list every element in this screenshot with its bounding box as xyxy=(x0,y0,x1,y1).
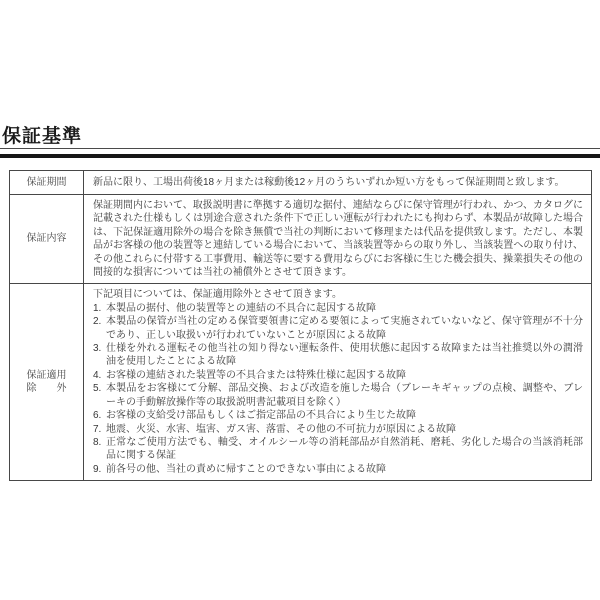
list-item-text: 本製品の保管が当社の定める保管要領書に定める要領によって実施されていないなど、保守管理が不十分であり、正しい取扱いが行われていないことが原因による故障 xyxy=(106,316,583,341)
list-item-text: 前各号の他、当社の責めに帰すことのできない事由による故障 xyxy=(106,463,386,475)
table-row-warranty-coverage xyxy=(10,195,592,284)
list-item xyxy=(93,302,583,315)
heading-rule-thin xyxy=(0,148,600,149)
list-item xyxy=(93,436,583,463)
list-item-number: 1. xyxy=(93,302,102,314)
page-title: 保証基準 xyxy=(2,126,83,147)
list-item-number: 4. xyxy=(93,369,102,381)
list-item-text: お客様の支給受け部品もしくはご指定部品の不具合により生じた故障 xyxy=(106,410,416,422)
list-item-text: 地震、火災、水害、塩害、ガス害、落雷、その他の不可抗力が原因による故障 xyxy=(106,423,456,435)
list-item xyxy=(93,409,583,422)
warranty-coverage-content: 保証期間内において、取扱説明書に準拠する適切な据付、連結ならびに保守管理が行われ、かつ、カタログに記載された仕様もしくは別途合意された条件下で正しい運転が行われたにも拘わらず、本製品が故障した場合は、下記保証適用除外の場合を除き無償で当社の判断において修理または代品を提供致します。ただし、本製品がお客様の他の装置等と連結している場合において、当該装置等からの取り外し、当該装置への取り付け、その他これらに付帯する工事費用、輸送等に要する費用ならびにお客様に生じた機会損失、操業損失その他の間接的な損害については当社の補償外とさせて頂きます。 xyxy=(84,195,592,284)
warranty-period-label: 保証期間 xyxy=(10,171,84,195)
list-item-number: 2. xyxy=(93,316,102,328)
list-item-text: 本製品の据付、他の装置等との連結の不具合に起因する故障 xyxy=(106,302,376,314)
list-item-number: 6. xyxy=(93,410,102,422)
exclusions-intro: 下記項目については、保証適用除外とさせて頂きます。 xyxy=(93,289,342,301)
warranty-coverage-label: 保証内容 xyxy=(10,195,84,284)
warranty-exclusions-label-line1: 保証適用 xyxy=(26,369,67,381)
list-item-number: 7. xyxy=(93,423,102,435)
list-item-number: 8. xyxy=(93,436,102,448)
list-item xyxy=(93,342,583,369)
warranty-period-content: 新品に限り、工場出荷後18ヶ月または稼動後12ヶ月のうちいずれか短い方をもって保証期間と致します。 xyxy=(84,171,592,195)
heading-rule-thick xyxy=(0,154,600,158)
table-row-warranty-exclusions xyxy=(10,284,592,481)
warranty-exclusions-content xyxy=(84,284,592,481)
list-item xyxy=(93,315,583,342)
list-item xyxy=(93,463,583,476)
warranty-table xyxy=(9,170,592,481)
list-item-text: お客様の連結された装置等の不具合または特殊仕様に起因する故障 xyxy=(106,369,406,381)
list-item xyxy=(93,369,583,382)
table-row-warranty-period xyxy=(10,171,592,195)
warranty-exclusions-label-line2: 除外 xyxy=(26,383,67,395)
list-item-text: 正常なご使用方法でも、軸受、オイルシール等の消耗部品が自然消耗、磨耗、劣化した場合の当該消耗部品に関する保証 xyxy=(106,436,583,462)
list-item-number: 9. xyxy=(93,463,102,475)
list-item-text: 本製品をお客様にて分解、部品交換、および改造を施した場合（ブレーキギャップの点検、調整や、ブレーキの手動解放操作等の取扱説明書記載項目を除く） xyxy=(106,383,583,408)
list-item-number: 3. xyxy=(93,343,102,355)
list-item-number: 5. xyxy=(93,383,102,395)
list-item xyxy=(93,382,583,409)
list-item-text: 仕様を外れる運転その他当社の知り得ない運転条件、使用状態に起因する故障または当社推奨以外の潤滑油を使用したことによる故障 xyxy=(106,343,583,368)
list-item xyxy=(93,423,583,436)
warranty-exclusions-label xyxy=(10,284,84,481)
